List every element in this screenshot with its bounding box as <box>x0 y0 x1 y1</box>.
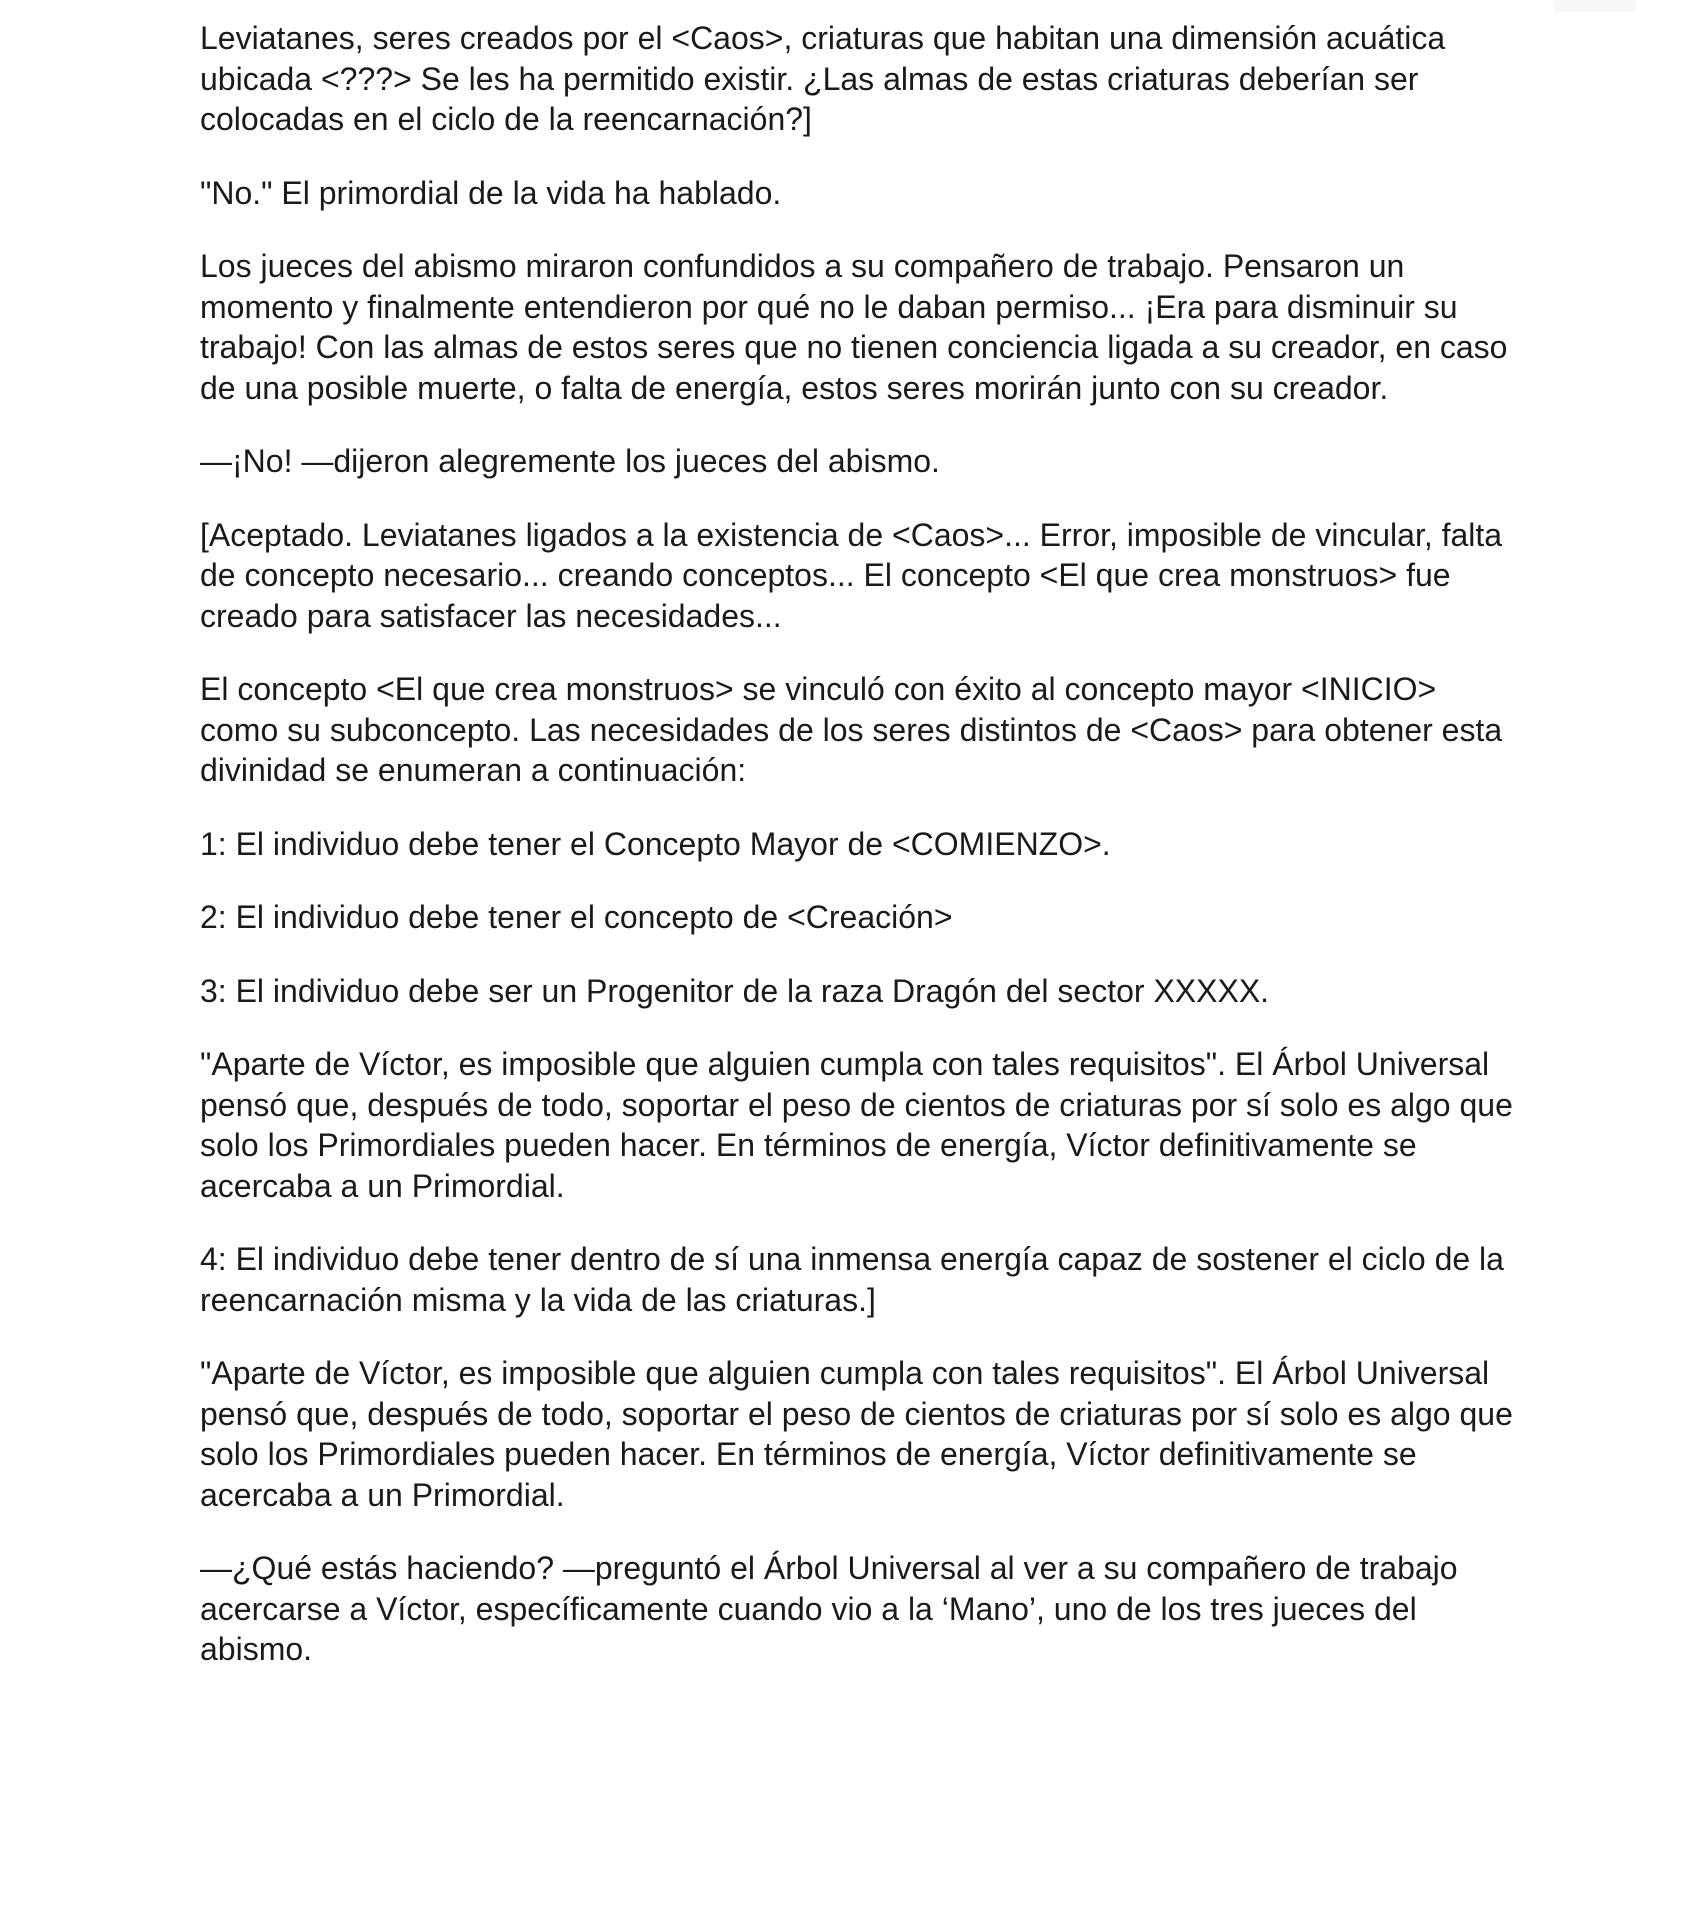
paragraph: —¡No! —dijeron alegremente los jueces del abismo. <box>200 443 940 479</box>
list-item: 3: El individuo debe ser un Progenitor de la raza Dragón del sector XXXXX. <box>200 972 1270 1009</box>
document-page <box>200 18 1520 1703</box>
list-item: 4: El individuo debe tener dentro de sí una inmensa energía capaz de sostener el ciclo de la reencarnación misma y la vida de las criaturas.] <box>200 1241 1504 1318</box>
list-item: 1: El individuo debe tener el Concepto Mayor de <COMIENZO>. <box>200 825 1111 862</box>
paragraph: "Aparte de Víctor, es imposible que alguien cumpla con tales requisitos". El Árbol Universal pensó que, después de todo, soportar el peso de cientos de criaturas por sí solo es algo que solo los Primordiales pueden hacer. En términos de energía, Víctor definitivamente se acercaba a un Primordial. <box>200 1355 1513 1513</box>
paragraph: "No." El primordial de la vida ha hablado. <box>200 174 782 211</box>
paragraph: "Aparte de Víctor, es imposible que alguien cumpla con tales requisitos". El Árbol Universal pensó que, después de todo, soportar el peso de cientos de criaturas por sí solo es algo que solo los Primordiales pueden hacer. En términos de energía, Víctor definitivamente se acercaba a un Primordial. <box>200 1046 1513 1204</box>
paragraph: —¿Qué estás haciendo? —preguntó el Árbol Universal al ver a su compañero de trabajo acercarse a Víctor, específicamente cuando vio a la ‘Mano’, uno de los tres jueces del abismo. <box>200 1550 1458 1667</box>
list-item: 2: El individuo debe tener el concepto de <Creación> <box>200 899 953 935</box>
paragraph: El concepto <El que crea monstruos> se vinculó con éxito al concepto mayor <INICIO> como su subconcepto. Las necesidades de los seres distintos de <Caos> para obtener esta divinidad se enumeran a continuación: <box>200 671 1503 788</box>
paragraph: Leviatanes, seres creados por el <Caos>, criaturas que habitan una dimensión acuática ubicada <???> Se les ha permitido existir. ¿Las almas de estas criaturas deberían ser colocadas en el ciclo de la reencarnación?] <box>200 20 1446 137</box>
paragraph: [Aceptado. Leviatanes ligados a la existencia de <Caos>... Error, imposible de vincular, falta de concepto necesario... creando conceptos... El concepto <El que crea monstruos> fue creado para satisfacer las necesidades... <box>200 516 1503 634</box>
paragraph: Los jueces del abismo miraron confundidos a su compañero de trabajo. Pensaron un momento y finalmente entendieron por qué no le daban permiso... ¡Era para disminuir su trabajo! Con las almas de estos seres que no tienen conciencia ligada a su creador, en caso de una posible muerte, o falta de energía, estos seres morirán junto con su creador. <box>200 248 1508 406</box>
page-corner-tab <box>1554 0 1636 12</box>
